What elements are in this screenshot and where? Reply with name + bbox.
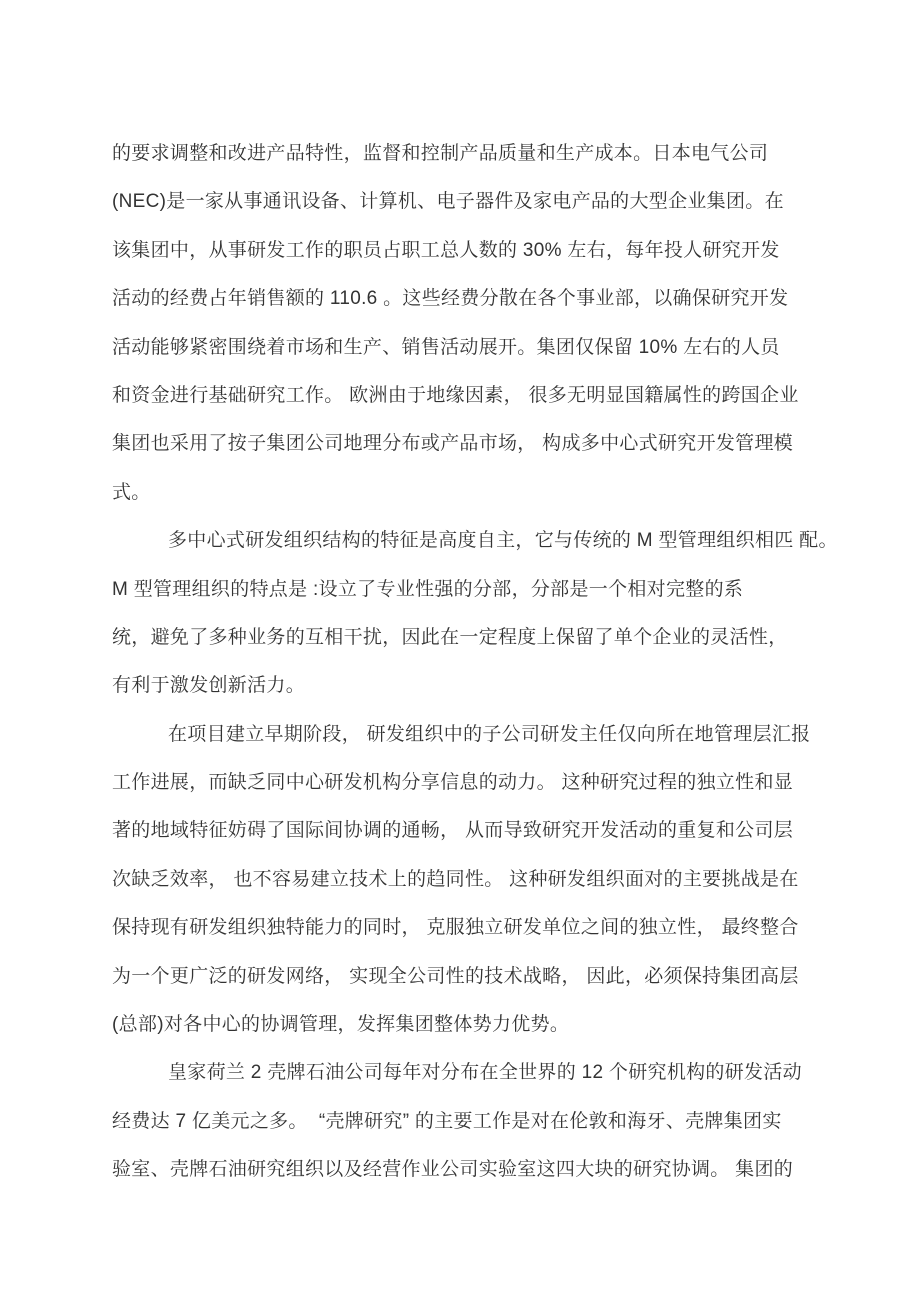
text-line-3: 该集团中，从事研发工作的职员占职工总人数的 30% 左右，每年投人研究开发 <box>112 239 780 261</box>
text-line-19: (总部)对各中心的协调管理，发挥集团整体势力优势。 <box>112 1014 570 1036</box>
text-line-6: 和资金进行基础研究工作。 欧洲由于地缘因素， 很多无明显国籍属性的跨国企业 <box>112 384 799 406</box>
text-line-14: 工作进展，而缺乏同中心研发机构分享信息的动力。 这种研究过程的独立性和显 <box>112 772 794 794</box>
text-line-22: 验室、壳牌石油研究组织以及经营作业公司实验室这四大块的研究协调。 集团的 <box>112 1159 794 1181</box>
text-line-1: 的要求调整和改进产品特性，监督和控制产品质量和生产成本。日本电气公司 <box>112 143 769 164</box>
text-line-13-paragraph-start: 在项目建立早期阶段， 研发组织中的子公司研发主任仅向所在地管理层汇报 <box>168 723 811 745</box>
text-line-2: (NEC)是一家从事通讯设备、计算机、电子器件及家电产品的大型企业集团。在 <box>112 191 784 213</box>
text-line-15: 著的地域特征妨碍了国际间协调的通畅， 从而导致研究开发活动的重复和公司层 <box>112 820 794 842</box>
text-line-4: 活动的经费占年销售额的 110.6 。这些经费分散在各个事业部，以确保研究开发 <box>112 288 789 310</box>
text-line-9-paragraph-start: 多中心式研发组织结构的特征是高度自主，它与传统的 M 型管理组织相匹 配。 <box>168 530 838 552</box>
text-line-17: 保持现有研发组织独特能力的同时， 克服独立研发单位之间的独立性， 最终整合 <box>112 917 799 939</box>
text-line-10: M 型管理组织的特点是 :设立了专业性强的分部，分部是一个相对完整的系 <box>112 578 744 600</box>
text-line-20-paragraph-start: 皇家荷兰 2 壳牌石油公司每年对分布在全世界的 12 个研究机构的研发活动 <box>168 1062 802 1084</box>
text-line-7: 集团也采用了按子集团公司地理分布或产品市场， 构成多中心式研究开发管理模 <box>112 433 794 455</box>
text-line-12: 有利于激发创新活力。 <box>112 675 306 697</box>
text-line-21: 经费达 7 亿美元之多。 “壳牌研究” 的主要工作是对在伦敦和海牙、壳牌集团实 <box>112 1110 782 1132</box>
text-line-8: 式。 <box>112 481 151 503</box>
document-text-block <box>112 130 872 1195</box>
text-line-5: 活动能够紧密围绕着市场和生产、销售活动展开。集团仅保留 10% 左右的人员 <box>112 336 780 358</box>
text-line-11: 统，避免了多种业务的互相干扰，因此在一定程度上保留了单个企业的灵活性， <box>112 626 788 648</box>
text-line-16: 次缺乏效率， 也不容易建立技术上的趋同性。 这种研发组织面对的主要挑战是在 <box>112 868 799 890</box>
text-line-18: 为一个更广泛的研发网络， 实现全公司性的技术战略， 因此，必须保持集团高层 <box>112 965 799 987</box>
